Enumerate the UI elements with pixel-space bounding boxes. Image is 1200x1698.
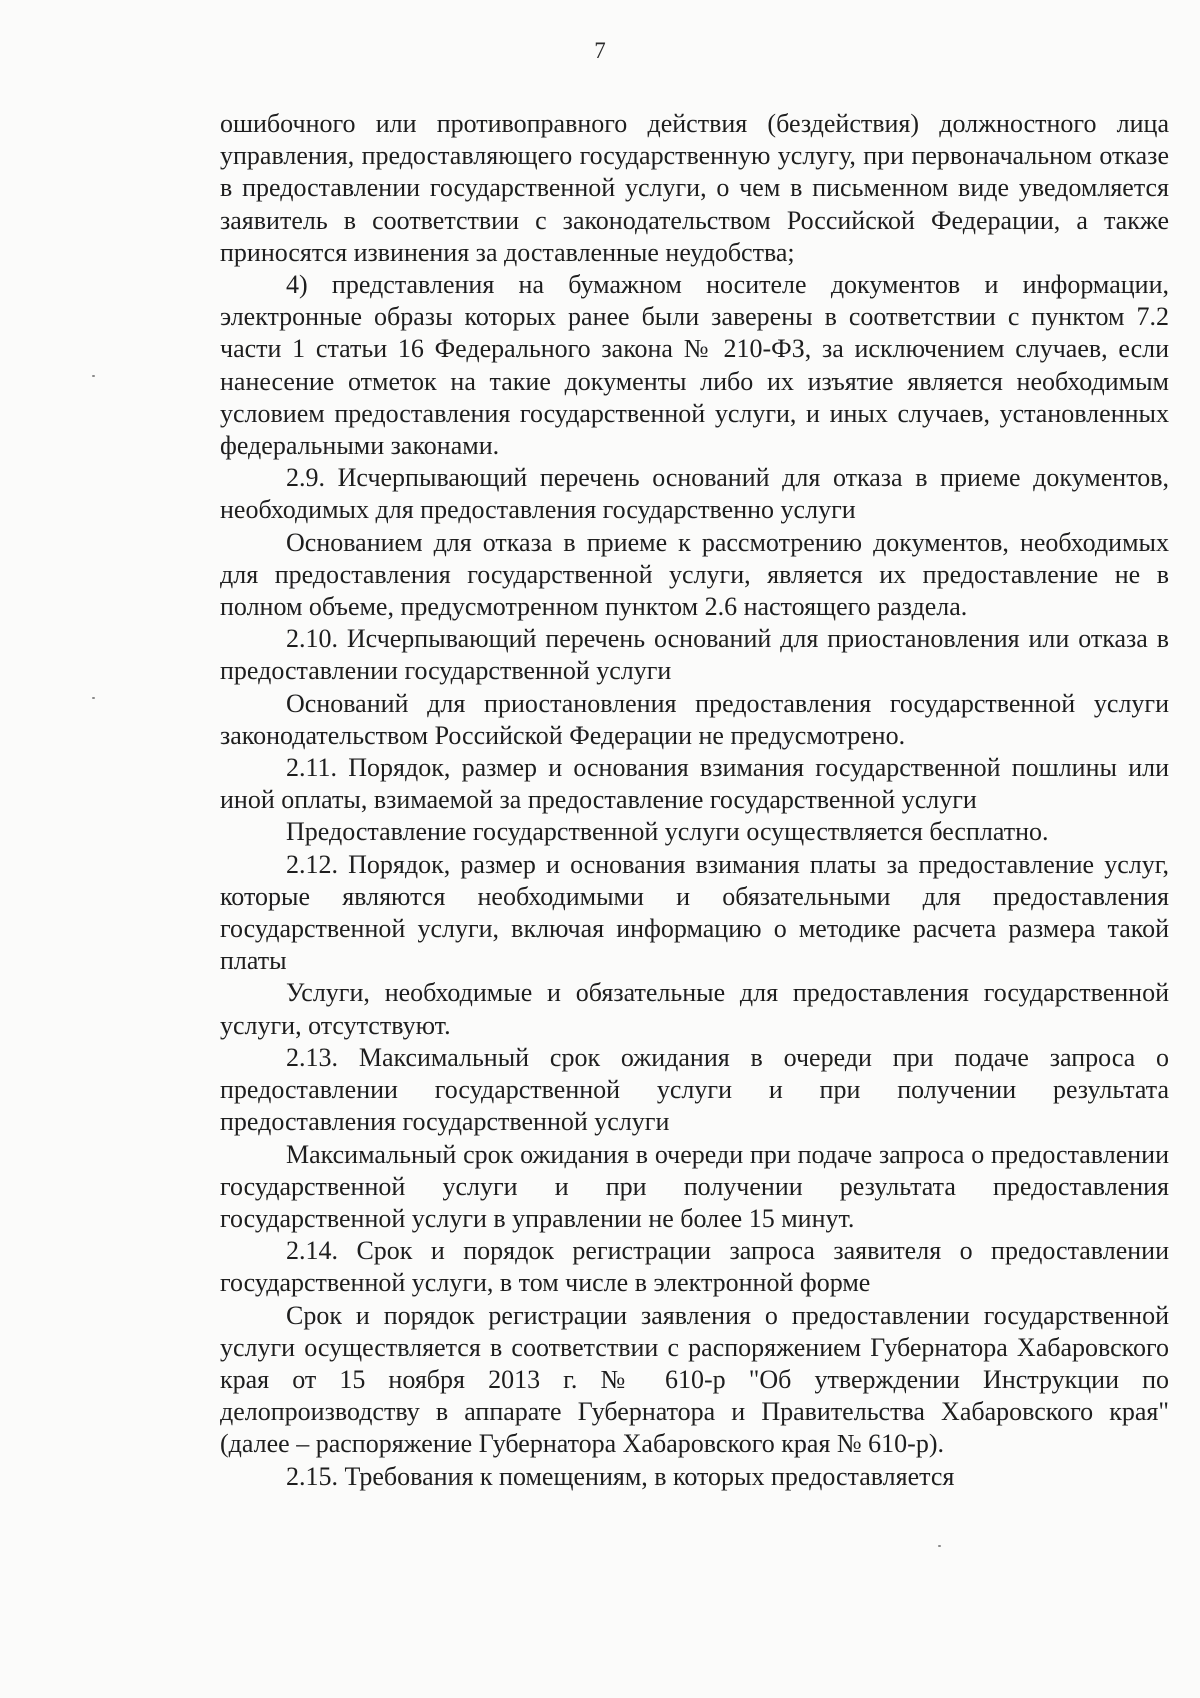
section-heading-2-10: 2.10. Исчерпывающий перечень оснований для приостановления или отказа в предоставлении государственной услуги: [220, 624, 1169, 686]
paragraph-2-12-body: Услуги, необходимые и обязательные для предоставления государственной услуги, отсутствуют.: [220, 978, 1169, 1040]
paragraph-continuation: ошибочного или противоправного действия (бездействия) должностного лица управления, предоставляющего государственную услугу, при первоначальном отказе в предоставлении государственной услуги, о чем в письменном виде уведомляется заявитель в соответствии с законодательством Российской Федерации, а также приносятся извинения за доставленные неудобства;: [220, 109, 1169, 267]
paragraph-2-14-body: Срок и порядок регистрации заявления о предоставлении государственной услуги осуществляется в соответствии с распоряжением Губернатора Хабаровского края от 15 ноября 2013 г. № 610-р "Об утверждении Инструкции по делопроизводству в аппарате Губернатора и Правительства Хабаровского края" (далее – распоряжение Губернатора Хабаровского края № 610-р).: [220, 1300, 1169, 1459]
section-heading-2-9: 2.9. Исчерпывающий перечень оснований для отказа в приеме документов, необходимых для предоставления государственно услуги: [220, 463, 1169, 525]
scan-speck: [938, 1545, 941, 1547]
section-heading-2-11: 2.11. Порядок, размер и основания взимания государственной пошлины или иной оплаты, взимаемой за предоставление государственной услуги: [220, 753, 1169, 815]
section-heading-2-14: 2.14. Срок и порядок регистрации запроса заявителя о предоставлении государственной услуги, в том числе в электронной форме: [220, 1236, 1169, 1298]
page-number: 7: [594, 38, 606, 63]
paragraph-2-11-body: Предоставление государственной услуги осуществляется бесплатно.: [286, 817, 1049, 847]
section-heading-2-15: 2.15. Требования к помещениям, в которых предоставляется: [286, 1461, 955, 1491]
paragraph-item-4: 4) представления на бумажном носителе документов и информации, электронные образы которых ранее были заверены в соответствии с пунктом 7.2 части 1 статьи 16 Федерального закона № 210-ФЗ, за исключением случаев, если нанесение отметок на такие документы либо их изъятие является необходимым условием предоставления государственной услуги, и иных случаев, установленных федеральными законами.: [220, 270, 1169, 461]
section-heading-2-13: 2.13. Максимальный срок ожидания в очереди при подаче запроса о предоставлении государственной услуги и при получении результата предоставления государственной услуги: [220, 1042, 1169, 1137]
paragraph-2-9-body: Основанием для отказа в приеме к рассмотрению документов, необходимых для предоставления государственной услуги, является их предоставление не в полном объеме, предусмотренном пунктом 2.6 настоящего раздела.: [220, 527, 1169, 622]
scan-speck: [92, 375, 95, 377]
document-body: [220, 108, 1169, 1493]
section-heading-2-12: 2.12. Порядок, размер и основания взимания платы за предоставление услуг, которые являются необходимыми и обязательными для предоставления государственной услуги, включая информацию о методике расчета размера такой платы: [220, 849, 1169, 976]
paragraph-2-10-body: Оснований для приостановления предоставления государственной услуги законодательством Российской Федерации не предусмотрено.: [220, 688, 1169, 750]
paragraph-2-13-body: Максимальный срок ожидания в очереди при подаче запроса о предоставлении государственной услуги и при получении результата предоставления государственной услуги в управлении не более 15 минут.: [220, 1139, 1169, 1233]
scan-speck: [92, 697, 95, 699]
